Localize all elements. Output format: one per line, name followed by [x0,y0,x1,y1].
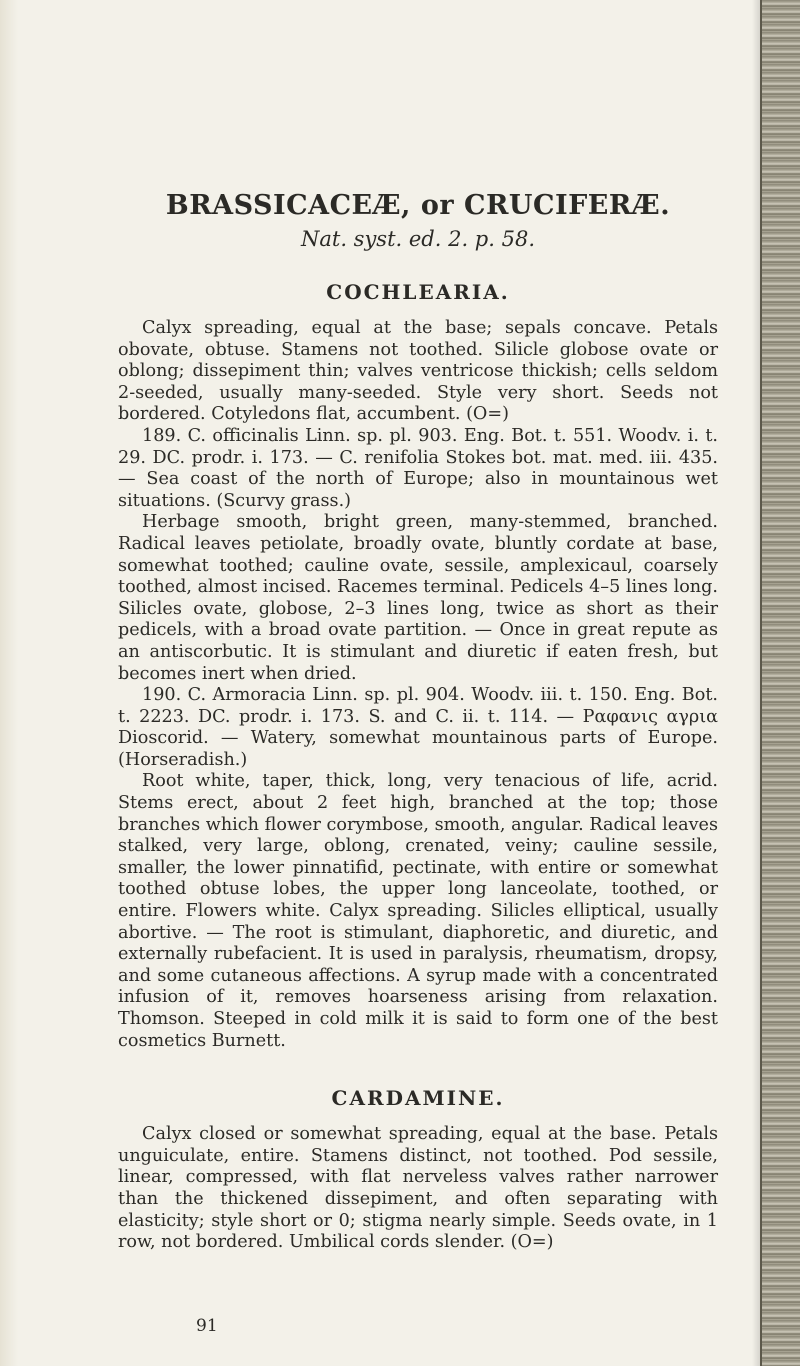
species-entry-officinalis: 189. C. officinalis Linn. sp. pl. 903. Eng. Bot. t. 551. Woodv. i. t. 29. DC. prodr. i. 173. — C. renifolia Stokes bot. mat. med. iii. 435. — Sea coast of the north of Europe; also in mountainous wet situations. (Scurvy grass.) [118,425,718,511]
genus-heading-cochlearia: COCHLEARIA. [326,280,510,304]
page-signature: 91 [196,1316,218,1336]
family-reference: Nat. syst. ed. 2. p. 58. [300,227,535,251]
text-block [118,190,718,1254]
genus-description-cardamine: Calyx closed or somewhat spreading, equal at the base. Petals unguiculate, entire. Stamens distinct, not toothed. Pod sessile, linear, compressed, with flat nerveless valves rather narrower than the thickened dissepiment, and often separating with elasticity; style short or 0; stigma nearly simple. Seeds ovate, in 1 row, not bordered. Umbilical cords slender. (O=) [118,1124,718,1253]
genus-heading-cardamine: CARDAMINE. [331,1086,505,1111]
species-description-officinalis: Herbage smooth, bright green, many-stemmed, branched. Radical leaves petiolate, broadly ovate, bluntly cordate at base, somewhat toothed; cauline ovate, sessile, amplexicaul, coarsely toothed, almost incised. Racemes terminal. Pedicels 4–5 lines long. Silicles ovate, globose, 2–3 lines long, twice as short as their pedicels, with a broad ovate partition. — Once in great repute as an antiscorbutic. It is stimulant and diuretic if eaten fresh, but becomes inert when dried. [118,512,718,684]
book-page-edge [760,0,800,1366]
family-heading: BRASSICACEÆ, or CRUCIFERÆ. [165,190,671,221]
genus-description-cochlearia: Calyx spreading, equal at the base; sepals concave. Petals obovate, obtuse. Stamens not toothed. Silicle globose ovate or oblong; dissepiment thin; valves ventricose thickish; cells seldom 2-seeded, usually many-seeded. Style very short. Seeds not bordered. Cotyledons flat, accumbent. (O=) [118,318,718,425]
species-entry-armoracia: 190. C. Armoracia Linn. sp. pl. 904. Woodv. iii. t. 150. Eng. Bot. t. 2223. DC. prodr. i. 173. S. and C. ii. t. 114. — Ραφανις αγρια Dioscorid. — Watery, somewhat mountainous parts of Europe. (Horseradish.) [118,685,718,770]
page-left-shade [0,0,18,1366]
species-description-armoracia: Root white, taper, thick, long, very tenacious of life, acrid. Stems erect, about 2 feet high, branched at the top; those branches which flower corymbose, smooth, angular. Radical leaves stalked, very large, oblong, crenated, veiny; cauline sessile, smaller, the lower pinnatifid, pectinate, with entire or somewhat toothed obtuse lobes, the upper long lanceolate, toothed, or entire. Flowers white. Calyx spreading. Silicles elliptical, usually abortive. — The root is stimulant, diaphoretic, and diuretic, and externally rubefacient. It is used in paralysis, rheumatism, dropsy, and some cutaneous affections. A syrup made with a concentrated infusion of it, removes hoarseness arising from relaxation. Thomson. Steeped in cold milk it is said to form one of the best cosmetics Burnett. [118,771,718,1051]
